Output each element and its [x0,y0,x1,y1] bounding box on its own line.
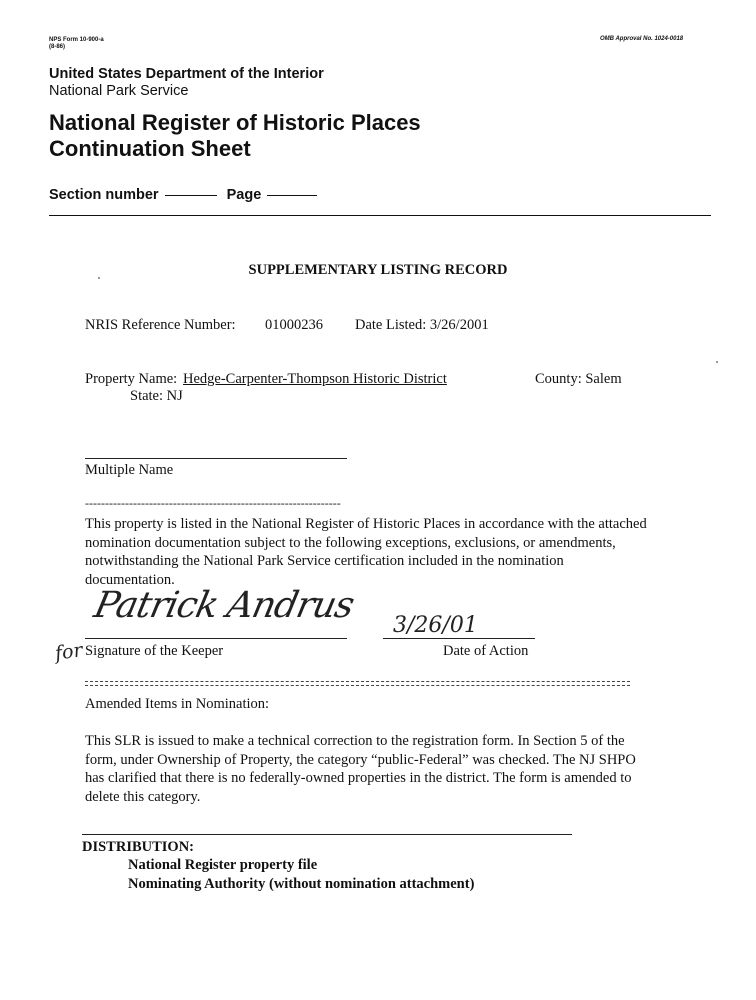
date-listed: Date Listed: 3/26/2001 [355,317,489,333]
scan-speck [98,277,100,279]
nris-value: 01000236 [265,317,323,333]
action-date: 3/26/01 [393,613,478,638]
department-name: United States Department of the Interior [49,66,324,82]
amended-label: Amended Items in Nomination: [85,696,270,712]
signature-line [85,638,347,639]
page-title: National Register of Historic Places Continuation Sheet [49,110,421,161]
date-line [383,638,535,639]
omb-approval: OMB Approval No. 1024-0018 [600,36,684,42]
state: State: NJ [130,388,183,404]
amendment-text: This SLR is issued to make a technical correction to the registration form. In Section 5 of the form, under Ownership of Property, the category “public-Federal” was checked. The NJ SHPO has clarified that there is no federally-owned properties in the district. The form is amended to delete this category. [85,733,636,805]
property-name: Hedge-Carpenter-Thompson Historic District [183,371,447,387]
page-blank [267,195,317,196]
dashed-separator: ---------------------------------------------------------------- [85,496,341,510]
keeper-signature: Patrick Andrus [90,585,358,626]
distribution-item-2: Nominating Authority (without nomination attachment) [128,876,475,892]
nris-label: NRIS Reference Number: [85,317,236,333]
distribution-item-1: National Register property file [128,857,318,873]
signature-label: Signature of the Keeper [85,643,224,659]
date-of-action-label: Date of Action [443,643,529,659]
form-number: NPS Form 10-900-a (8-86) [49,37,104,50]
multiple-name-line [85,458,347,459]
double-separator [85,681,630,686]
listing-statement: This property is listed in the National Register of Historic Places in accordance with the attached nomination documentation subject to the following exceptions, exclusions, or amendments, notwithstanding the National Park Service certification included in the nomination documentation. [85,516,647,588]
scan-speck [716,361,718,363]
section-page-line [49,187,323,203]
record-heading: SUPPLEMENTARY LISTING RECORD [248,262,508,278]
distribution-rule [82,834,572,835]
page-label: Page [226,187,262,203]
department-block [49,66,324,100]
service-name: National Park Service [49,83,189,99]
county: County: Salem [535,371,622,387]
header-rule [49,215,711,216]
section-number-label: Section number [49,187,159,203]
section-number-blank [165,195,217,196]
distribution-heading: DISTRIBUTION: [82,839,194,855]
multiple-name-label: Multiple Name [85,462,174,478]
for-mark: for [53,639,84,665]
property-label: Property Name: [85,371,178,387]
